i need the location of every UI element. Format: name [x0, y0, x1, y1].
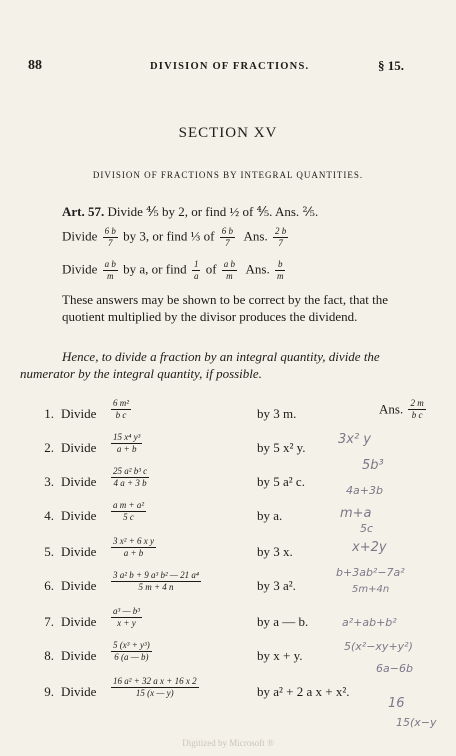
- fraction: $\frac{\text{a b}}{m}$: [104, 259, 116, 281]
- dividend-fraction: $\frac{\text{3 x² + 6 x y}}{a + b}$: [113, 536, 155, 558]
- divisor: by x + y.: [257, 648, 303, 663]
- divisor: by 5 x² y.: [257, 440, 306, 455]
- handwritten-note: 16: [388, 696, 405, 711]
- divide-word: Divide: [61, 508, 97, 523]
- exercise-item: [24, 500, 444, 534]
- rule-paragraph: Hence, to divide a fraction by an integral quantity, divide the numerator by the integral quantity, if possible.: [20, 349, 380, 381]
- exercise-number: 9.: [44, 684, 54, 699]
- section-title: SECTION XV: [178, 125, 278, 141]
- fraction: $\frac{\text{a b}}{m}$: [223, 259, 236, 281]
- ans-label: Ans.: [243, 228, 268, 244]
- art57-line1: [62, 203, 318, 220]
- section-subtitle: DIVISION OF FRACTIONS BY INTEGRAL QUANTITIES.: [92, 170, 364, 180]
- handwritten-note: 3x² y: [338, 432, 372, 447]
- divide-word: Divide: [61, 406, 97, 421]
- art57-line3: [62, 259, 287, 282]
- dividend-fraction: $\frac{\text{3 a² b + 9 a³ b² — 21 a⁴}}{5 m + 4 n}$: [113, 570, 200, 592]
- divide-word: Divide: [61, 578, 97, 593]
- handwritten-note: 5c: [360, 522, 374, 535]
- divide-word: Divide: [61, 614, 97, 629]
- exercise-number: 2.: [44, 440, 54, 455]
- divisor: by a.: [257, 508, 283, 523]
- art-label: Art. 57.: [62, 204, 105, 219]
- handwritten-note: 5m+4n: [352, 584, 390, 595]
- divide-word: Divide: [61, 544, 97, 559]
- divisor: by a² + 2 a x + x².: [257, 684, 350, 699]
- answer-fraction: $\frac{2 m}{\text{b c}}$: [410, 398, 424, 420]
- handwritten-note: 4a+3b: [346, 484, 383, 497]
- exercise-number: 7.: [44, 614, 54, 629]
- ans-label: Ans.: [245, 261, 270, 277]
- answer: [379, 398, 428, 421]
- fraction: $\frac{2 b}{7}$: [274, 226, 287, 248]
- divisor: by a — b.: [257, 614, 309, 629]
- fraction: $\frac{b}{m}$: [276, 259, 284, 281]
- divisor: by 5 a² c.: [257, 474, 305, 489]
- art57-text1: Divide ⅘ by 2, or find ½ of ⅘. Ans. ⅖.: [107, 204, 319, 219]
- dividend-fraction: $\frac{\text{5 (x³ + y³)}}{6 (a — b)}$: [113, 640, 150, 662]
- exercise-item: [24, 676, 444, 710]
- dividend-fraction: $\frac{\text{16 a² + 32 a x + 16 x 2}}{15 (x — y)}$: [113, 676, 197, 698]
- exercise-number: 5.: [44, 544, 54, 559]
- fraction: $\frac{1}{a}$: [193, 259, 199, 281]
- divisor: by 3 a².: [257, 578, 296, 593]
- divide-word: Divide: [62, 228, 98, 244]
- divide-word: Divide: [61, 648, 97, 663]
- page-number: 88: [28, 58, 42, 73]
- section-reference: § 15.: [378, 58, 404, 73]
- exercise-number: 6.: [44, 578, 54, 593]
- exercise-number: 3.: [44, 474, 54, 489]
- running-head: DIVISION OF FRACTIONS.: [150, 61, 310, 72]
- fraction: $\frac{6 b}{7}$: [104, 226, 116, 248]
- handwritten-note: 6a−6b: [376, 662, 413, 675]
- divide-word: Divide: [62, 261, 98, 277]
- dividend-fraction: $\frac{\text{a m + a²}}{5 c}$: [113, 500, 145, 522]
- dividend-fraction: $\frac{\text{15 x⁴ y³}}{a + b}$: [113, 432, 141, 454]
- art57-line2-mid: by 3, or find ⅓ of: [123, 228, 215, 244]
- handwritten-note: m+a: [340, 506, 372, 521]
- divide-word: Divide: [61, 440, 97, 455]
- handwritten-note: x+2y: [352, 540, 387, 555]
- explanation-paragraph: These answers may be shown to be correct by the fact, that the quotient multiplied by the divisor produces the dividend.: [62, 292, 388, 324]
- handwritten-note: 5b³: [362, 458, 384, 473]
- handwritten-note: b+3ab²−7a²: [336, 566, 405, 579]
- art57-line2: [62, 226, 290, 249]
- handwritten-note: 15(x−y: [396, 716, 437, 729]
- dividend-fraction: $\frac{\text{6 m²}}{\text{b c}}$: [113, 398, 129, 420]
- exercise-number: 4.: [44, 508, 54, 523]
- handwritten-note: 5(x²−xy+y²): [344, 640, 413, 653]
- divisor: by 3 x.: [257, 544, 293, 559]
- divide-word: Divide: [61, 474, 97, 489]
- dividend-fraction: $\frac{\text{a³ — b³}}{x + y}$: [113, 606, 140, 628]
- divisor: by 3 m.: [257, 406, 297, 421]
- exercise-number: 8.: [44, 648, 54, 663]
- digitization-footer: Digitized by Microsoft ®: [182, 738, 274, 748]
- fraction: $\frac{6 b}{7}$: [221, 226, 233, 248]
- handwritten-note: a²+ab+b²: [342, 616, 397, 629]
- divide-word: Divide: [61, 684, 97, 699]
- art57-line3-mid: by a, or find: [123, 261, 187, 277]
- dividend-fraction: $\frac{\text{25 a² b³ c}}{4 a + 3 b}$: [113, 466, 148, 488]
- ans-label: Ans.: [379, 401, 404, 417]
- exercise-number: 1.: [44, 406, 54, 421]
- of-word: of: [205, 261, 217, 277]
- exercise-item: [24, 398, 444, 432]
